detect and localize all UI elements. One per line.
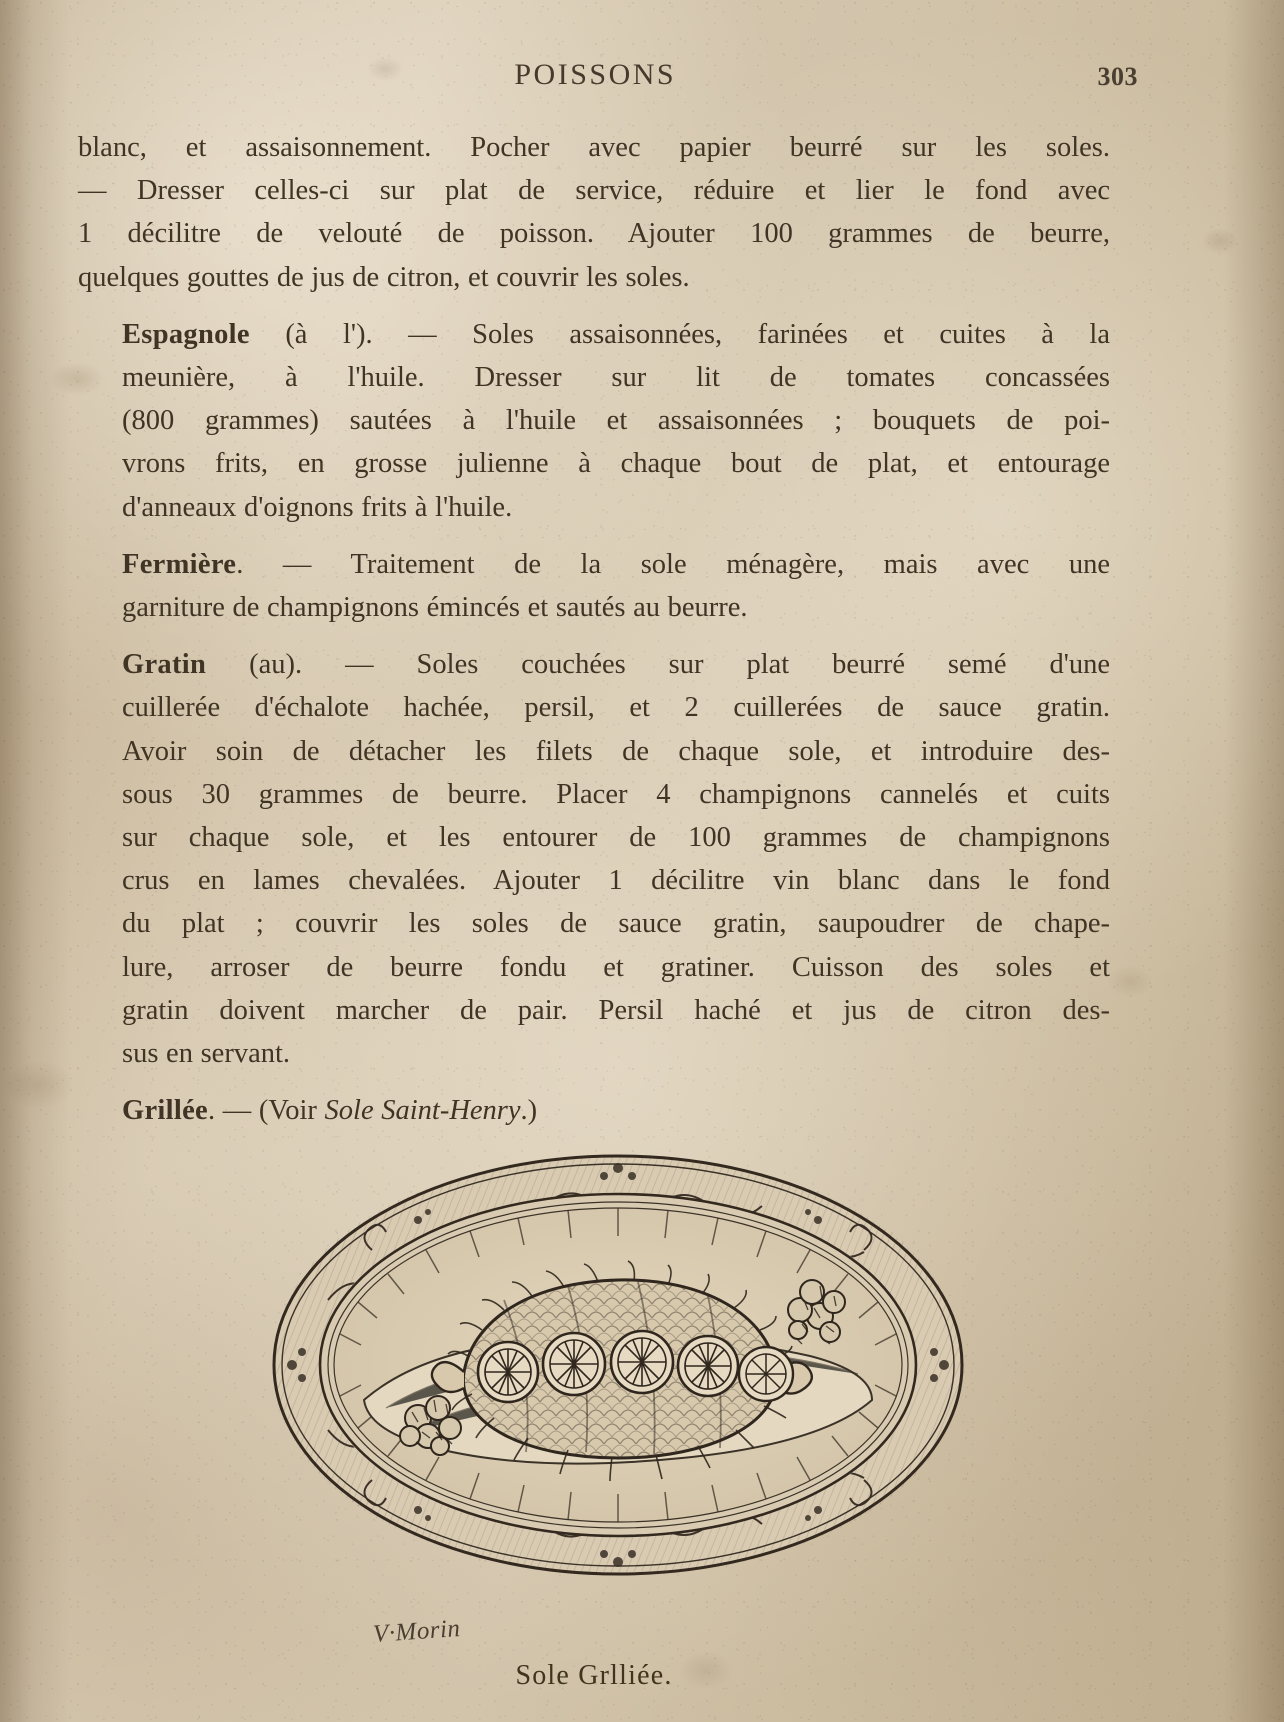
text-line: Avoir soin de détacher les filets de chaque sole, et introduire des- — [122, 735, 1110, 767]
run-in-heading-gratin: Gratin — [122, 649, 207, 681]
artist-signature: V·Morin — [372, 1614, 462, 1649]
lemon-slice — [678, 1336, 738, 1396]
text-fragment: — Soles assaisonnées, farinées et cuites à la — [372, 318, 1111, 350]
body-text — [78, 126, 1110, 1132]
text-line: 1 décilitre de velouté de poisson. Ajouter 100 grammes de beurre, — [78, 218, 1110, 250]
text-line: crus en lames chevalées. Ajouter 1 décilitre vin blanc dans le fond — [122, 865, 1110, 897]
paragraph-grillee — [78, 1089, 1110, 1132]
heading-qualifier: . — [236, 548, 244, 580]
text-fragment: .) — [520, 1095, 538, 1127]
page-edge-shadow — [1224, 0, 1284, 1722]
lemon-slice — [739, 1347, 793, 1401]
paragraph-fermiere — [78, 543, 1110, 629]
text-line: meunière, à l'huile. Dresser sur lit de tomates concassées — [122, 362, 1110, 394]
page-gutter-shadow — [0, 0, 70, 1722]
text-line: cuillerée d'échalote hachée, persil, et 2 cuillerées de sauce gratin. — [122, 692, 1110, 724]
text-line: — Dresser celles-ci sur plat de service, réduire et lier le fond avec — [78, 175, 1110, 207]
text-line: sous 30 grammes de beurre. Placer 4 champignons cannelés et cuits — [122, 778, 1110, 810]
text-line: lure, arroser de beurre fondu et gratiner. Cuisson des soles et — [122, 951, 1110, 983]
run-in-heading-grillee: Grillée — [122, 1095, 208, 1127]
text-column — [78, 0, 1138, 1722]
text-line-with-heading — [78, 1089, 1110, 1132]
text-fragment: — Traitement de la sole ménagère, mais avec une — [243, 548, 1110, 580]
running-head — [78, 58, 1138, 98]
lemon-slice — [611, 1331, 673, 1393]
illustration-sole-grillee — [268, 1150, 968, 1580]
run-in-heading-fermiere: Fermière — [122, 548, 237, 580]
lemon-slice — [543, 1333, 605, 1395]
text-line-with-heading — [78, 643, 1110, 686]
figure-caption: Sole Grlliée. — [515, 1660, 673, 1691]
text-line-with-heading — [78, 313, 1110, 356]
text-line: d'anneaux d'oignons frits à l'huile. — [122, 491, 513, 523]
paragraph-espagnole — [78, 313, 1110, 529]
run-in-heading-espagnole: Espagnole — [122, 318, 250, 350]
heading-qualifier: (au). — [206, 649, 303, 681]
text-line: vrons frits, en grosse julienne à chaque bout de plat, et entourage — [122, 448, 1110, 480]
text-line: gratin doivent marcher de pair. Persil haché et jus de citron des- — [122, 994, 1110, 1026]
heading-qualifier: (à l'). — [249, 318, 373, 350]
text-line: (800 grammes) sautées à l'huile et assaisonnées ; bouquets de poi- — [122, 405, 1110, 437]
text-line: du plat ; couvrir les soles de sauce gratin, saupoudrer de chape- — [122, 908, 1110, 940]
text-fragment: — (Voir — [215, 1095, 325, 1127]
engraving-svg — [268, 1150, 968, 1580]
text-fragment: — Soles couchées sur plat beurré semé d'une — [302, 649, 1110, 681]
lemon-slice — [478, 1342, 538, 1402]
running-head-title: POISSONS — [514, 58, 677, 91]
cross-reference-title[interactable]: Sole Saint-Henry — [324, 1095, 521, 1127]
paragraph-continuation — [78, 126, 1110, 299]
text-line: sus en servant. — [122, 1038, 291, 1070]
text-line: blanc, et assaisonnement. Pocher avec papier beurré sur les soles. — [78, 132, 1110, 163]
text-line: garniture de champignons émincés et sautés au beurre. — [122, 592, 748, 624]
text-line-with-heading — [78, 543, 1110, 586]
paragraph-gratin — [78, 643, 1110, 1075]
text-line: quelques gouttes de jus de citron, et couvrir les soles. — [78, 261, 690, 293]
heading-qualifier: . — [207, 1095, 216, 1127]
text-line: sur chaque sole, et les entourer de 100 grammes de champignons — [122, 822, 1110, 854]
page-number: 303 — [1097, 62, 1138, 91]
